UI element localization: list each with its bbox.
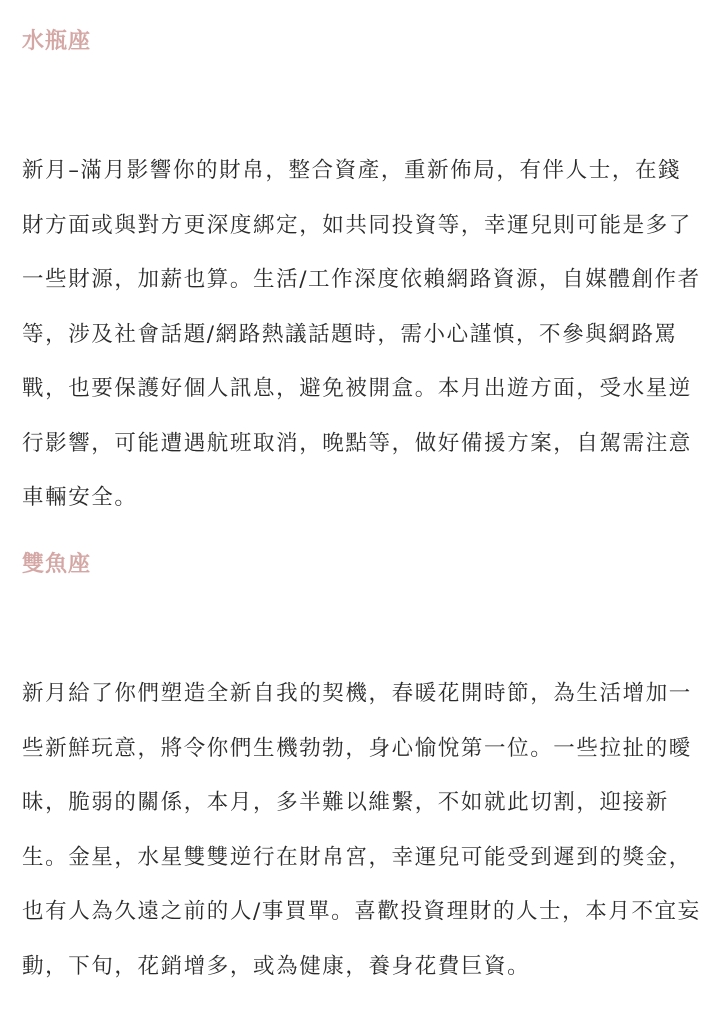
section-heading-pisces: 雙魚座 — [22, 552, 92, 577]
section-heading-aquarius: 水瓶座 — [22, 29, 92, 54]
section-body-pisces: 新月給了你們塑造全新自我的契機，春暖花開時節，為生活增加一些新鮮玩意，將令你們生機勃勃，身心愉悅第一位。一些拉扯的曖昧，脆弱的關係，本月，多半難以維繫，不如就此切割，迎接新生。金星，水星雙雙逆行在財帛宮，幸運兒可能受到遲到的獎金，也有人為久遠之前的人/事買單。喜歡投資理財的人士，本月不宜妄動，下旬，花銷增多，或為健康，養身花費巨資。 — [22, 681, 701, 979]
section-aquarius — [22, 22, 702, 526]
section-pisces — [22, 545, 702, 994]
section-body-aquarius: 新月–滿月影響你的財帛，整合資產，重新佈局，有伴人士，在錢財方面或與對方更深度綁定，如共同投資等，幸運兒則可能是多了一些財源，加薪也算。生活/工作深度依賴網路資源，自媒體創作者等，涉及社會話題/網路熱議話題時，需小心謹慎，不參與網路罵戰，也要保護好個人訊息，避免被開盒。本月出遊方面，受水星逆行影響，可能遭遇航班取消，晚點等，做好備援方案，自駕需注意車輛安全。 — [22, 158, 701, 510]
